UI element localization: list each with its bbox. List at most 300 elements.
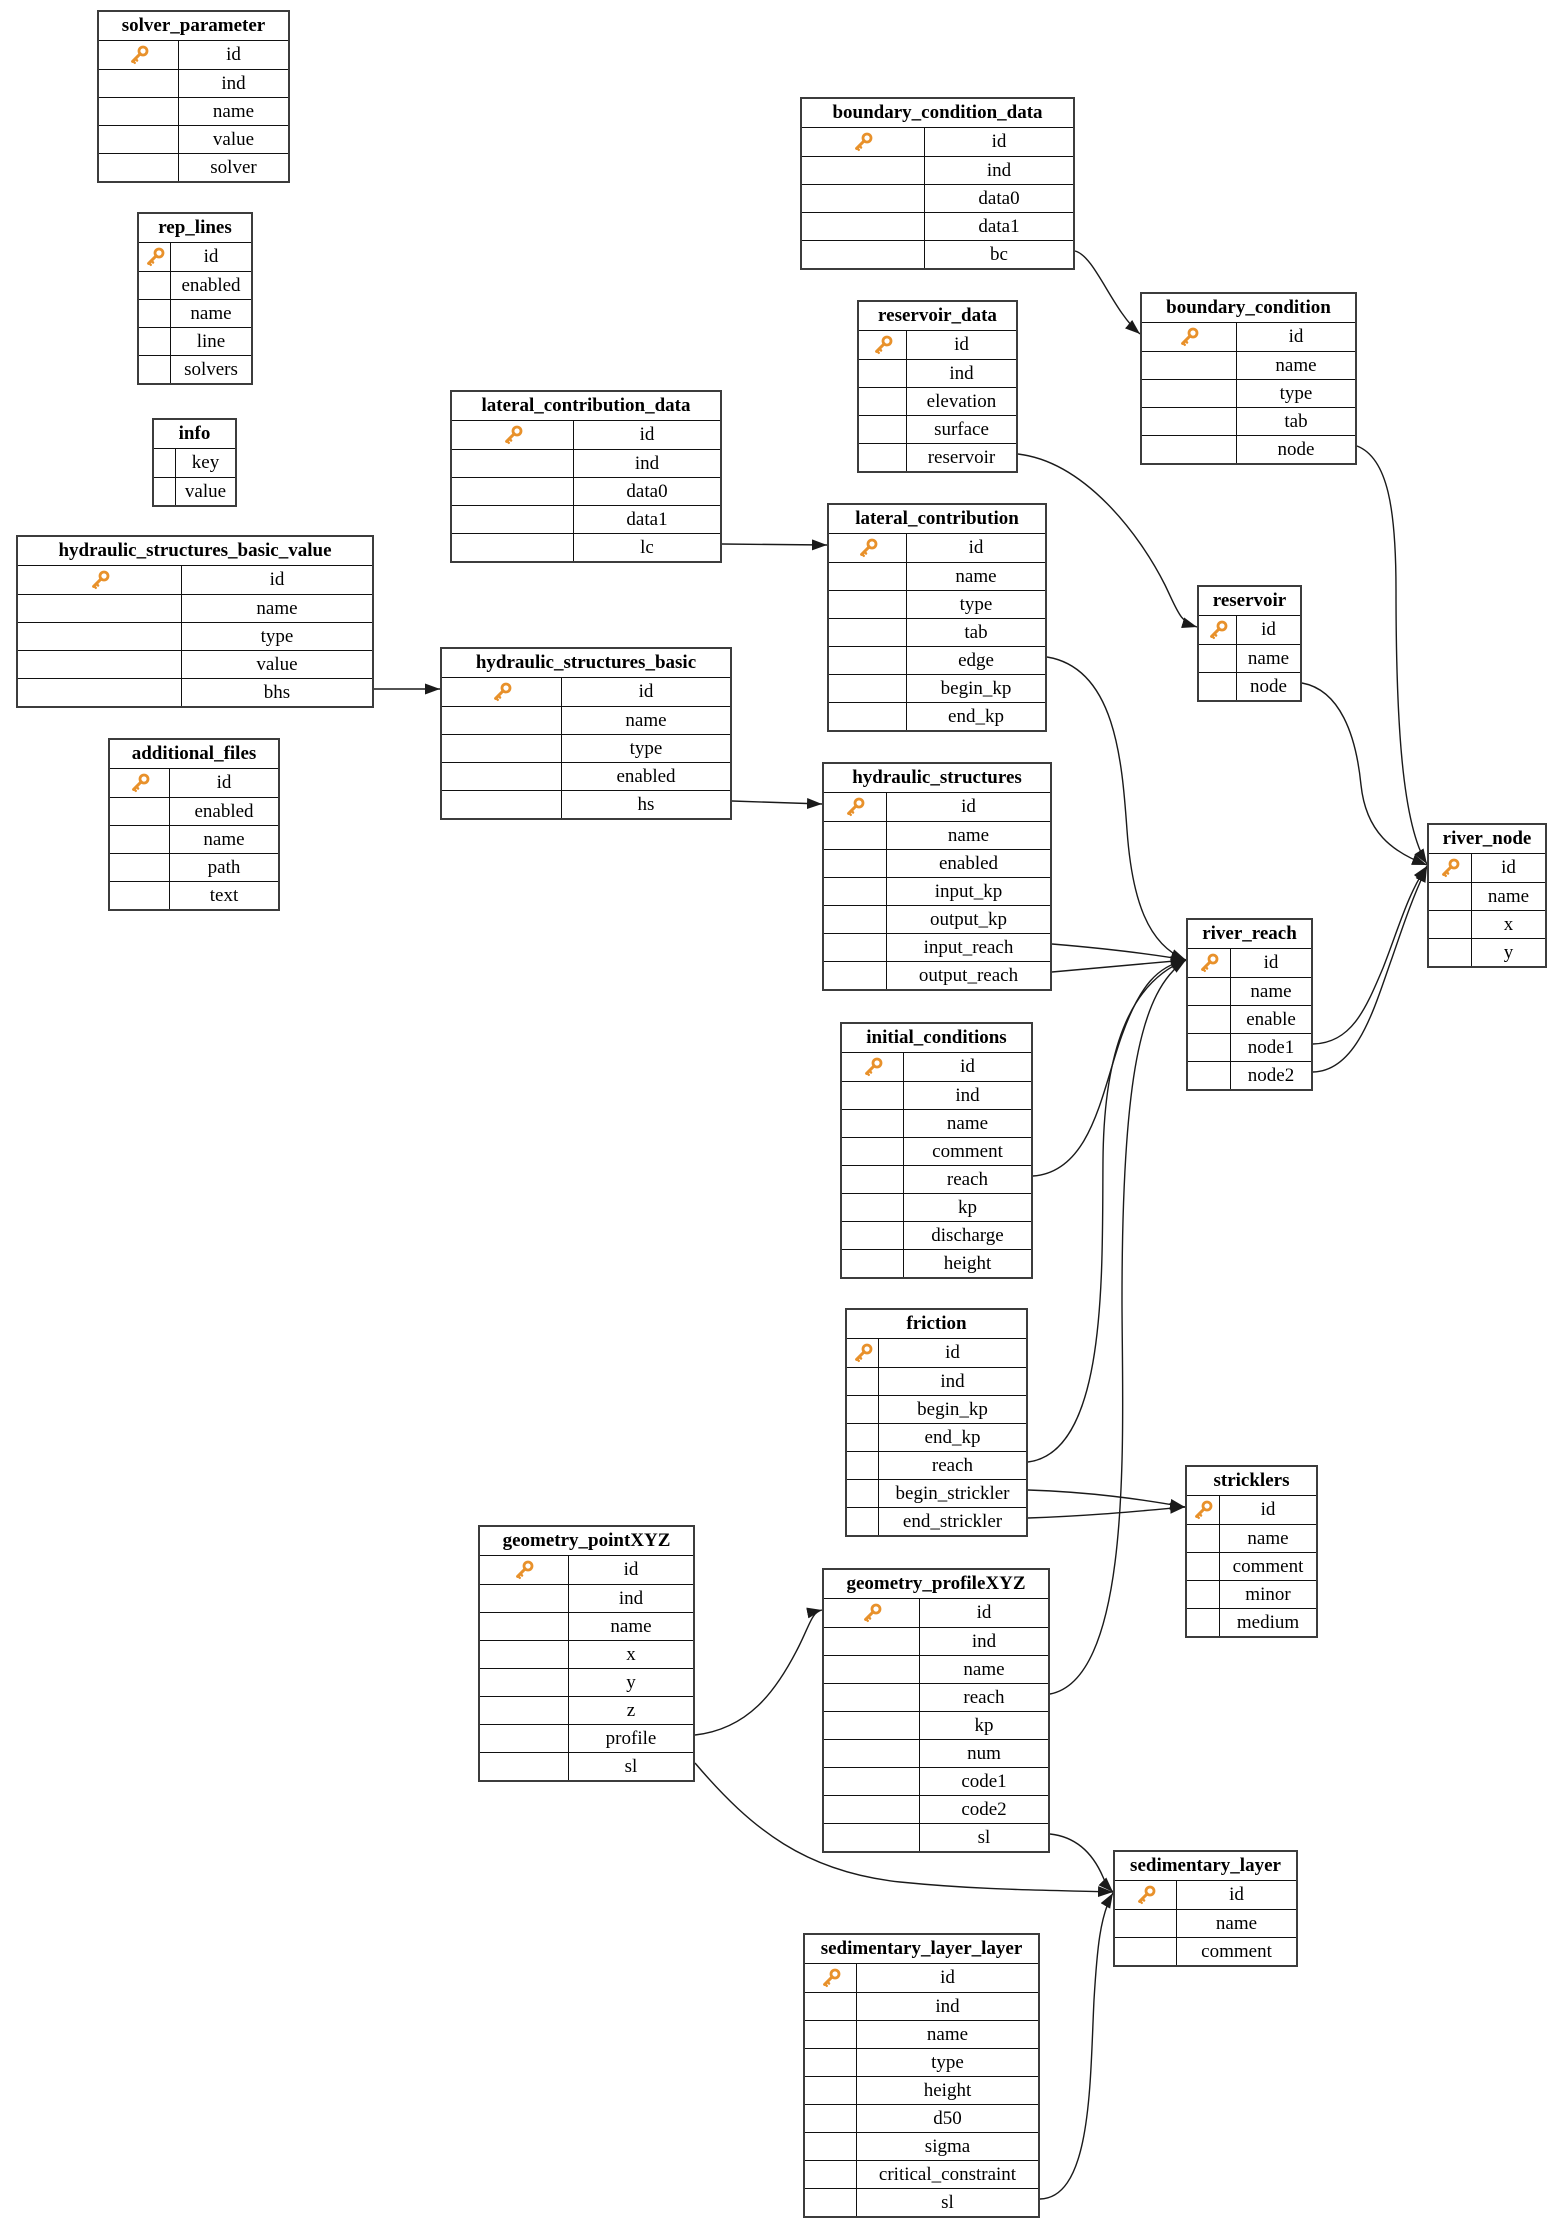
field-row-hydraulic_structures-output_kp xyxy=(824,905,1050,933)
table-title: reservoir_data xyxy=(859,302,1016,331)
field-label: begin_strickler xyxy=(895,1483,1010,1504)
key-cell-empty xyxy=(1115,1938,1177,1965)
field-row-geometry_pointXYZ-sl xyxy=(480,1752,693,1780)
field-row-hydraulic_structures_basic-type xyxy=(442,734,730,762)
table-title: river_node xyxy=(1429,825,1545,854)
field-row-sedimentary_layer-name xyxy=(1115,1909,1296,1937)
field-row-geometry_profileXYZ-sl xyxy=(824,1823,1048,1851)
field-label: node xyxy=(1250,676,1287,697)
field-label: begin_kp xyxy=(917,1399,988,1420)
field-row-geometry_profileXYZ-num xyxy=(824,1739,1048,1767)
key-cell-empty xyxy=(1187,1525,1220,1552)
table-lateral_contribution_data xyxy=(450,390,722,563)
field-row-geometry_profileXYZ-reach xyxy=(824,1683,1048,1711)
field-label: name xyxy=(256,598,298,619)
field-label: name xyxy=(1275,355,1317,376)
key-cell-empty xyxy=(829,703,907,730)
table-title: rep_lines xyxy=(139,214,251,243)
field-row-geometry_profileXYZ-kp xyxy=(824,1711,1048,1739)
key-cell-empty xyxy=(139,300,171,327)
key-cell-empty xyxy=(859,360,907,387)
field-row-rep_lines-solvers xyxy=(139,355,251,383)
field-row-initial_conditions-discharge xyxy=(842,1221,1031,1249)
field-label: name xyxy=(946,1113,989,1134)
field-row-initial_conditions-height xyxy=(842,1249,1031,1277)
field-row-hydraulic_structures-enabled xyxy=(824,849,1050,877)
key-cell-empty xyxy=(842,1110,904,1137)
field-row-solver_parameter-ind xyxy=(99,69,288,97)
field-label: value xyxy=(212,129,255,150)
field-label: solvers xyxy=(184,359,238,380)
key-cell-empty xyxy=(802,185,925,212)
key-cell-empty xyxy=(824,1768,920,1795)
table-sedimentary_layer xyxy=(1113,1850,1298,1967)
field-label: edge xyxy=(958,650,994,671)
field-row-stricklers-name xyxy=(1187,1524,1316,1552)
field-label: end_strickler xyxy=(902,1511,1003,1532)
field-label: id xyxy=(976,1602,992,1623)
key-cell-empty xyxy=(480,1669,569,1696)
field-row-reservoir_data-ind xyxy=(859,359,1016,387)
field-label: id xyxy=(960,1056,975,1077)
table-reservoir xyxy=(1197,585,1302,702)
key-cell-empty xyxy=(1429,883,1472,910)
table-stricklers xyxy=(1185,1465,1318,1638)
field-label: tab xyxy=(1284,411,1308,432)
field-label: path xyxy=(207,857,241,878)
key-cell-empty xyxy=(824,934,887,961)
field-label: comment xyxy=(1201,1941,1272,1962)
key-cell-empty xyxy=(452,506,574,533)
field-label: name xyxy=(955,566,997,587)
field-row-reservoir_data-id xyxy=(859,331,1016,359)
key-cell-empty xyxy=(805,2133,857,2160)
field-label: name xyxy=(926,2024,969,2045)
field-label: enabled xyxy=(616,766,676,787)
key-cell-empty xyxy=(842,1082,904,1109)
table-hydraulic_structures_basic_value xyxy=(16,535,374,708)
field-row-reservoir-name xyxy=(1199,644,1300,672)
key-cell-empty xyxy=(442,763,562,790)
field-row-lateral_contribution-edge xyxy=(829,646,1045,674)
key-cell-empty xyxy=(1187,1609,1220,1636)
table-title: sedimentary_layer xyxy=(1115,1852,1296,1881)
relation-boundary_condition_data.bc-to-boundary_condition.id xyxy=(1075,251,1140,334)
field-row-lateral_contribution-type xyxy=(829,590,1045,618)
field-row-solver_parameter-id xyxy=(99,41,288,69)
key-cell-empty xyxy=(824,1824,920,1851)
field-label: value xyxy=(184,481,227,502)
field-row-additional_files-id xyxy=(110,769,278,797)
field-row-lateral_contribution-tab xyxy=(829,618,1045,646)
field-row-boundary_condition-node xyxy=(1142,435,1355,463)
field-row-geometry_profileXYZ-code2 xyxy=(824,1795,1048,1823)
key-cell-empty xyxy=(805,2105,857,2132)
field-label: medium xyxy=(1236,1612,1300,1633)
relation-boundary_condition.node-to-river_node.id xyxy=(1357,446,1427,864)
field-row-boundary_condition-tab xyxy=(1142,407,1355,435)
key-cell-empty xyxy=(824,878,887,905)
field-label: input_kp xyxy=(934,881,1003,902)
field-row-sedimentary_layer_layer-id xyxy=(805,1964,1038,1992)
key-cell-empty xyxy=(842,1166,904,1193)
key-cell-empty xyxy=(110,882,170,909)
table-title: lateral_contribution xyxy=(829,505,1045,534)
field-row-lateral_contribution_data-id xyxy=(452,421,720,449)
field-label: kp xyxy=(974,1715,994,1736)
key-cell-empty xyxy=(802,241,925,268)
key-cell-empty xyxy=(110,826,170,853)
field-label: hs xyxy=(637,794,655,815)
field-label: node1 xyxy=(1247,1037,1295,1058)
field-label: sl xyxy=(624,1756,638,1777)
field-label: name xyxy=(625,710,667,731)
table-title: geometry_profileXYZ xyxy=(824,1570,1048,1599)
table-boundary_condition xyxy=(1140,292,1357,465)
table-title: solver_parameter xyxy=(99,12,288,41)
key-cell-empty xyxy=(1187,1581,1220,1608)
field-label: comment xyxy=(932,1141,1003,1162)
field-row-lateral_contribution-name xyxy=(829,562,1045,590)
key-cell xyxy=(829,534,907,562)
field-row-lateral_contribution-id xyxy=(829,534,1045,562)
field-label: ind xyxy=(221,73,246,94)
key-cell-empty xyxy=(99,70,179,97)
field-row-reservoir-id xyxy=(1199,616,1300,644)
key-cell-empty xyxy=(139,356,171,383)
field-row-sedimentary_layer_layer-d50 xyxy=(805,2104,1038,2132)
field-label: comment xyxy=(1232,1556,1304,1577)
primary-key-icon xyxy=(513,1559,535,1581)
key-cell-empty xyxy=(847,1480,879,1507)
key-cell xyxy=(805,1964,857,1992)
field-label: name xyxy=(1250,981,1292,1002)
key-cell-empty xyxy=(1142,408,1237,435)
key-cell-empty xyxy=(829,675,907,702)
primary-key-icon xyxy=(1207,619,1229,641)
table-title: river_reach xyxy=(1188,920,1311,949)
field-row-initial_conditions-comment xyxy=(842,1137,1031,1165)
field-row-friction-reach xyxy=(847,1451,1026,1479)
key-cell xyxy=(110,769,170,797)
table-title: hydraulic_structures_basic xyxy=(442,649,730,678)
table-geometry_pointXYZ xyxy=(478,1525,695,1782)
field-label: id xyxy=(1288,326,1304,347)
field-label: data1 xyxy=(626,509,668,530)
field-label: text xyxy=(209,885,239,906)
primary-key-icon xyxy=(852,1342,874,1364)
field-row-stricklers-id xyxy=(1187,1496,1316,1524)
relation-lateral_contribution_data.lc-to-lateral_contribution.id xyxy=(722,544,827,545)
key-cell-empty xyxy=(139,328,171,355)
relation-geometry_profileXYZ.reach-to-river_reach.id xyxy=(1050,960,1186,1694)
field-label: d50 xyxy=(933,2108,962,2129)
key-cell xyxy=(824,793,887,821)
field-row-hydraulic_structures-name xyxy=(824,821,1050,849)
field-label: id xyxy=(638,681,654,702)
key-cell-empty xyxy=(859,388,907,415)
table-title: info xyxy=(154,420,235,449)
key-cell-empty xyxy=(1188,1062,1231,1089)
key-cell xyxy=(452,421,574,449)
field-row-geometry_pointXYZ-y xyxy=(480,1668,693,1696)
field-label: solver xyxy=(210,157,257,178)
key-cell-empty xyxy=(110,854,170,881)
field-row-lateral_contribution-end_kp xyxy=(829,702,1045,730)
field-row-boundary_condition_data-bc xyxy=(802,240,1073,268)
field-label: end_kp xyxy=(924,1427,981,1448)
table-solver_parameter xyxy=(97,10,290,183)
relation-hydraulic_structures.input_reach-to-river_reach.id xyxy=(1052,944,1186,960)
relation-lateral_contribution.edge-to-river_reach.id xyxy=(1047,657,1186,960)
key-cell-empty xyxy=(99,98,179,125)
key-cell-empty xyxy=(99,154,179,181)
key-cell xyxy=(1187,1496,1220,1524)
table-sedimentary_layer_layer xyxy=(803,1933,1040,2218)
field-row-initial_conditions-kp xyxy=(842,1193,1031,1221)
field-label: reservoir xyxy=(927,447,996,468)
field-row-hydraulic_structures_basic_value-type xyxy=(18,622,372,650)
field-label: lc xyxy=(640,537,654,558)
field-label: begin_kp xyxy=(940,678,1012,699)
field-row-geometry_profileXYZ-ind xyxy=(824,1627,1048,1655)
field-row-sedimentary_layer_layer-height xyxy=(805,2076,1038,2104)
field-label: ind xyxy=(986,160,1012,181)
primary-key-icon xyxy=(852,131,874,153)
key-cell-empty xyxy=(824,850,887,877)
field-label: discharge xyxy=(931,1225,1004,1246)
field-label: x xyxy=(626,1644,636,1665)
key-cell-empty xyxy=(480,1753,569,1780)
field-label: name xyxy=(610,1616,652,1637)
field-label: height xyxy=(923,2080,972,2101)
primary-key-icon xyxy=(129,772,151,794)
field-row-hydraulic_structures-input_kp xyxy=(824,877,1050,905)
field-row-rep_lines-line xyxy=(139,327,251,355)
field-label: id xyxy=(940,1967,955,1988)
field-label: ind xyxy=(634,453,660,474)
key-cell-empty xyxy=(154,449,176,477)
field-label: x xyxy=(1503,914,1514,935)
table-title: additional_files xyxy=(110,740,278,769)
table-title: hydraulic_structures_basic_value xyxy=(18,537,372,566)
field-label: id xyxy=(1501,857,1516,878)
field-label: output_kp xyxy=(929,909,1008,930)
field-label: line xyxy=(196,331,226,352)
field-label: sigma xyxy=(924,2136,971,2157)
key-cell-empty xyxy=(847,1424,879,1451)
field-label: num xyxy=(967,1743,1001,1764)
key-cell xyxy=(824,1599,920,1627)
field-label: profile xyxy=(605,1728,657,1749)
relation-friction.begin_strickler-to-stricklers.id xyxy=(1028,1490,1185,1507)
field-label: data1 xyxy=(978,216,1020,237)
key-cell-empty xyxy=(154,478,176,505)
field-row-sedimentary_layer_layer-type xyxy=(805,2048,1038,2076)
table-info xyxy=(152,418,237,507)
key-cell-empty xyxy=(1188,978,1231,1005)
table-title: boundary_condition_data xyxy=(802,99,1073,128)
key-cell-empty xyxy=(802,213,925,240)
field-row-hydraulic_structures_basic-enabled xyxy=(442,762,730,790)
key-cell xyxy=(859,331,907,359)
field-row-river_reach-node1 xyxy=(1188,1033,1311,1061)
field-row-initial_conditions-reach xyxy=(842,1165,1031,1193)
key-cell-empty xyxy=(1429,911,1472,938)
key-cell-empty xyxy=(829,647,907,674)
key-cell-empty xyxy=(805,2021,857,2048)
field-row-hydraulic_structures_basic_value-value xyxy=(18,650,372,678)
field-label: id xyxy=(1260,1499,1276,1520)
field-label: y xyxy=(1503,942,1514,963)
field-label: critical_constraint xyxy=(878,2164,1017,2185)
key-cell-empty xyxy=(824,1628,920,1655)
key-cell-empty xyxy=(824,822,887,849)
field-row-sedimentary_layer-id xyxy=(1115,1881,1296,1909)
field-label: ind xyxy=(949,363,974,384)
field-label: id xyxy=(226,44,241,65)
field-label: id xyxy=(203,246,219,267)
field-row-rep_lines-id xyxy=(139,243,251,271)
primary-key-icon xyxy=(1198,952,1220,974)
key-cell-empty xyxy=(1142,436,1237,463)
field-label: ind xyxy=(935,1996,960,2017)
field-row-rep_lines-enabled xyxy=(139,271,251,299)
field-row-river_reach-enable xyxy=(1188,1005,1311,1033)
field-row-lateral_contribution_data-data1 xyxy=(452,505,720,533)
key-cell-empty xyxy=(859,444,907,471)
field-label: bc xyxy=(990,244,1008,265)
key-cell-empty xyxy=(1188,1006,1231,1033)
field-label: tab xyxy=(964,622,988,643)
field-label: type xyxy=(931,2052,964,2073)
key-cell-empty xyxy=(442,707,562,734)
field-label: id xyxy=(961,796,976,817)
key-cell-empty xyxy=(829,563,907,590)
field-label: data0 xyxy=(626,481,668,502)
key-cell-empty xyxy=(1199,645,1237,672)
key-cell-empty xyxy=(829,619,907,646)
field-row-stricklers-comment xyxy=(1187,1552,1316,1580)
table-reservoir_data xyxy=(857,300,1018,473)
field-row-river_reach-node2 xyxy=(1188,1061,1311,1089)
field-label: minor xyxy=(1245,1584,1291,1605)
primary-key-icon xyxy=(89,569,111,591)
table-title: lateral_contribution_data xyxy=(452,392,720,421)
field-row-boundary_condition_data-id xyxy=(802,128,1073,156)
key-cell xyxy=(802,128,925,156)
field-row-sedimentary_layer_layer-sl xyxy=(805,2188,1038,2216)
field-label: id xyxy=(954,334,969,355)
field-label: bhs xyxy=(263,682,291,703)
field-label: enable xyxy=(1246,1009,1296,1030)
key-cell xyxy=(139,243,171,271)
field-row-stricklers-minor xyxy=(1187,1580,1316,1608)
field-row-sedimentary_layer_layer-name xyxy=(805,2020,1038,2048)
table-title: stricklers xyxy=(1187,1467,1316,1496)
field-row-hydraulic_structures_basic-name xyxy=(442,706,730,734)
key-cell-empty xyxy=(442,735,562,762)
primary-key-icon xyxy=(861,1602,883,1624)
field-row-boundary_condition-type xyxy=(1142,379,1355,407)
field-row-sedimentary_layer_layer-critical_constraint xyxy=(805,2160,1038,2188)
field-label: code1 xyxy=(961,1771,1007,1792)
field-row-reservoir_data-surface xyxy=(859,415,1016,443)
field-row-hydraulic_structures-id xyxy=(824,793,1050,821)
key-cell-empty xyxy=(1187,1553,1220,1580)
primary-key-icon xyxy=(128,44,150,66)
key-cell xyxy=(442,678,562,706)
field-row-boundary_condition_data-data0 xyxy=(802,184,1073,212)
field-row-geometry_pointXYZ-ind xyxy=(480,1584,693,1612)
table-title: sedimentary_layer_layer xyxy=(805,1935,1038,1964)
key-cell-empty xyxy=(18,679,182,706)
key-cell-empty xyxy=(805,2161,857,2188)
field-label: reach xyxy=(963,1687,1005,1708)
field-label: type xyxy=(959,594,993,615)
field-row-additional_files-text xyxy=(110,881,278,909)
field-row-river_node-name xyxy=(1429,882,1545,910)
field-label: node2 xyxy=(1247,1065,1295,1086)
field-row-sedimentary_layer-comment xyxy=(1115,1937,1296,1965)
field-row-solver_parameter-solver xyxy=(99,153,288,181)
key-cell-empty xyxy=(805,1993,857,2020)
field-row-initial_conditions-ind xyxy=(842,1081,1031,1109)
field-label: y xyxy=(626,1672,636,1693)
key-cell-empty xyxy=(1199,673,1237,700)
primary-key-icon xyxy=(862,1056,884,1078)
relation-reservoir.node-to-river_node.id xyxy=(1302,683,1427,865)
key-cell-empty xyxy=(842,1194,904,1221)
key-cell-empty xyxy=(824,1684,920,1711)
field-row-friction-begin_strickler xyxy=(847,1479,1026,1507)
table-geometry_profileXYZ xyxy=(822,1568,1050,1853)
field-label: enabled xyxy=(938,853,999,874)
field-label: value xyxy=(256,654,298,675)
relation-sedimentary_layer_layer.sl-to-sedimentary_layer.id xyxy=(1040,1893,1113,2199)
key-cell xyxy=(99,41,179,69)
field-row-geometry_pointXYZ-x xyxy=(480,1640,693,1668)
field-label: id xyxy=(1229,1884,1244,1905)
primary-key-icon xyxy=(844,796,866,818)
field-row-geometry_pointXYZ-z xyxy=(480,1696,693,1724)
field-label: name xyxy=(947,825,990,846)
relation-friction.reach-to-river_reach.id xyxy=(1028,960,1186,1462)
field-label: name xyxy=(190,303,232,324)
field-row-boundary_condition_data-ind xyxy=(802,156,1073,184)
primary-key-icon xyxy=(857,537,879,559)
primary-key-icon xyxy=(491,681,513,703)
field-label: ind xyxy=(971,1631,997,1652)
key-cell-empty xyxy=(859,416,907,443)
field-row-geometry_profileXYZ-code1 xyxy=(824,1767,1048,1795)
field-row-reservoir_data-elevation xyxy=(859,387,1016,415)
relation-geometry_pointXYZ.profile-to-geometry_profileXYZ.id xyxy=(695,1610,822,1735)
field-row-lateral_contribution-begin_kp xyxy=(829,674,1045,702)
primary-key-icon xyxy=(502,424,524,446)
key-cell xyxy=(480,1556,569,1584)
field-label: id xyxy=(623,1559,639,1580)
field-label: z xyxy=(626,1700,636,1721)
key-cell xyxy=(1115,1881,1177,1909)
field-row-solver_parameter-name xyxy=(99,97,288,125)
key-cell-empty xyxy=(842,1222,904,1249)
relation-hydraulic_structures_basic.hs-to-hydraulic_structures.id xyxy=(732,801,822,804)
key-cell-empty xyxy=(452,534,574,561)
field-row-river_node-x xyxy=(1429,910,1545,938)
field-label: reach xyxy=(931,1455,974,1476)
field-label: type xyxy=(260,626,294,647)
